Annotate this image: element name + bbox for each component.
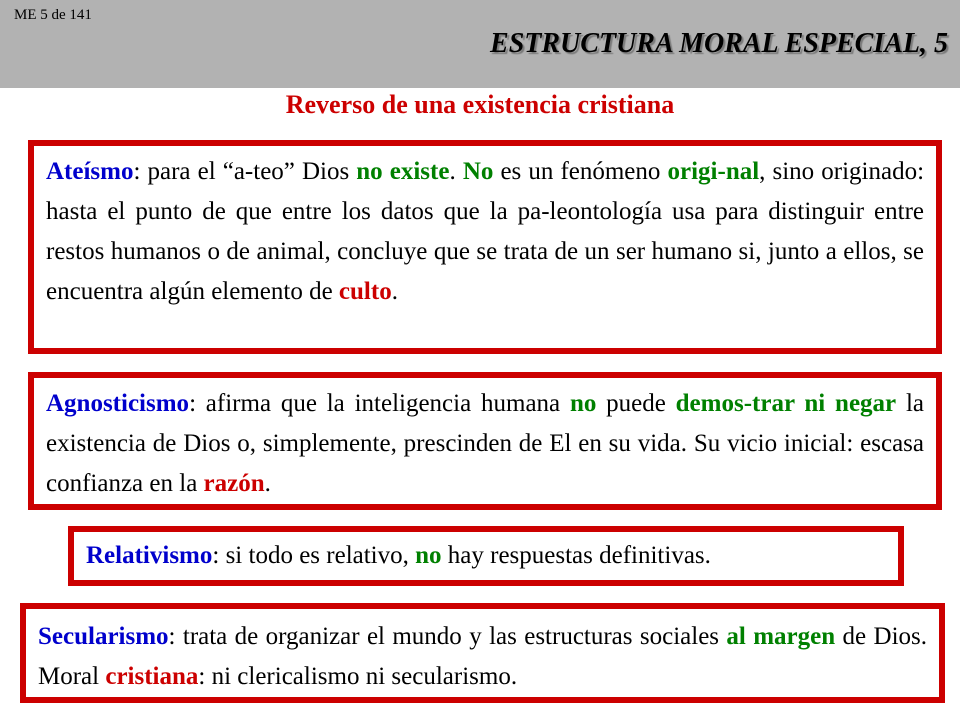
ateismo-emphasis-2: No [462, 158, 494, 185]
slide-header [0, 0, 960, 88]
term-ateismo: Ateísmo [46, 158, 134, 185]
relativismo-emphasis-1: no [415, 542, 442, 569]
page-number: ME 5 de 141 [14, 7, 92, 23]
agnosticismo-emphasis-2: demos-trar ni negar [675, 390, 897, 417]
ateismo-emphasis-1: no existe [356, 158, 450, 185]
slide-title: ESTRUCTURA MORAL ESPECIAL, 5 [490, 28, 948, 59]
agnosticismo-emphasis-3: razón [203, 470, 265, 497]
term-agnosticismo: Agnosticismo [46, 390, 190, 417]
ateismo-emphasis-4: culto [338, 278, 392, 305]
ateismo-text-3: es un fenómeno [493, 158, 668, 185]
secularismo-emphasis-2: cristiana [105, 663, 199, 690]
agnosticismo-text-4: . [264, 470, 271, 497]
agnosticismo-text-1: : afirma que la inteligencia humana [189, 390, 570, 417]
term-relativismo: Relativismo [86, 542, 213, 569]
ateismo-text-4: , sino originado: hasta el punto de que entre los datos que la pa-leontología usa para distinguir entre restos humanos o de animal, concluye que se trata de un ser humano si, junto a ellos, se encuentra algún elemento de [46, 158, 925, 305]
secularismo-text-1: : trata de organizar el mundo y las estructuras sociales [168, 623, 727, 650]
slide-subtitle: Reverso de una existencia cristiana [285, 90, 675, 119]
term-secularismo: Secularismo [38, 623, 169, 650]
ateismo-text-1: : para el “a-teo” Dios [133, 158, 357, 185]
ateismo-emphasis-3: origi-nal [667, 158, 760, 185]
agnosticismo-text-2: puede [596, 390, 676, 417]
ateismo-text-2: . [449, 158, 463, 185]
ateismo-text-5: . [391, 278, 398, 305]
secularismo-text-2: de Dios. Moral [38, 623, 927, 690]
secularismo-text-3: : ni clericalismo ni secularismo. [198, 663, 518, 690]
agnosticismo-box [28, 372, 942, 510]
secularismo-box [20, 603, 945, 703]
agnosticismo-text-3: la existencia de Dios o, simplemente, prescinden de El en su vida. Su vicio inicial: escasa confianza en la [46, 390, 924, 497]
relativismo-text-1: : si todo es relativo, [212, 542, 416, 569]
secularismo-emphasis-1: al margen [726, 623, 836, 650]
agnosticismo-emphasis-1: no [569, 390, 597, 417]
relativismo-box [68, 526, 904, 586]
ateismo-box [28, 140, 942, 354]
relativismo-text-2: hay respuestas definitivas. [441, 542, 711, 569]
